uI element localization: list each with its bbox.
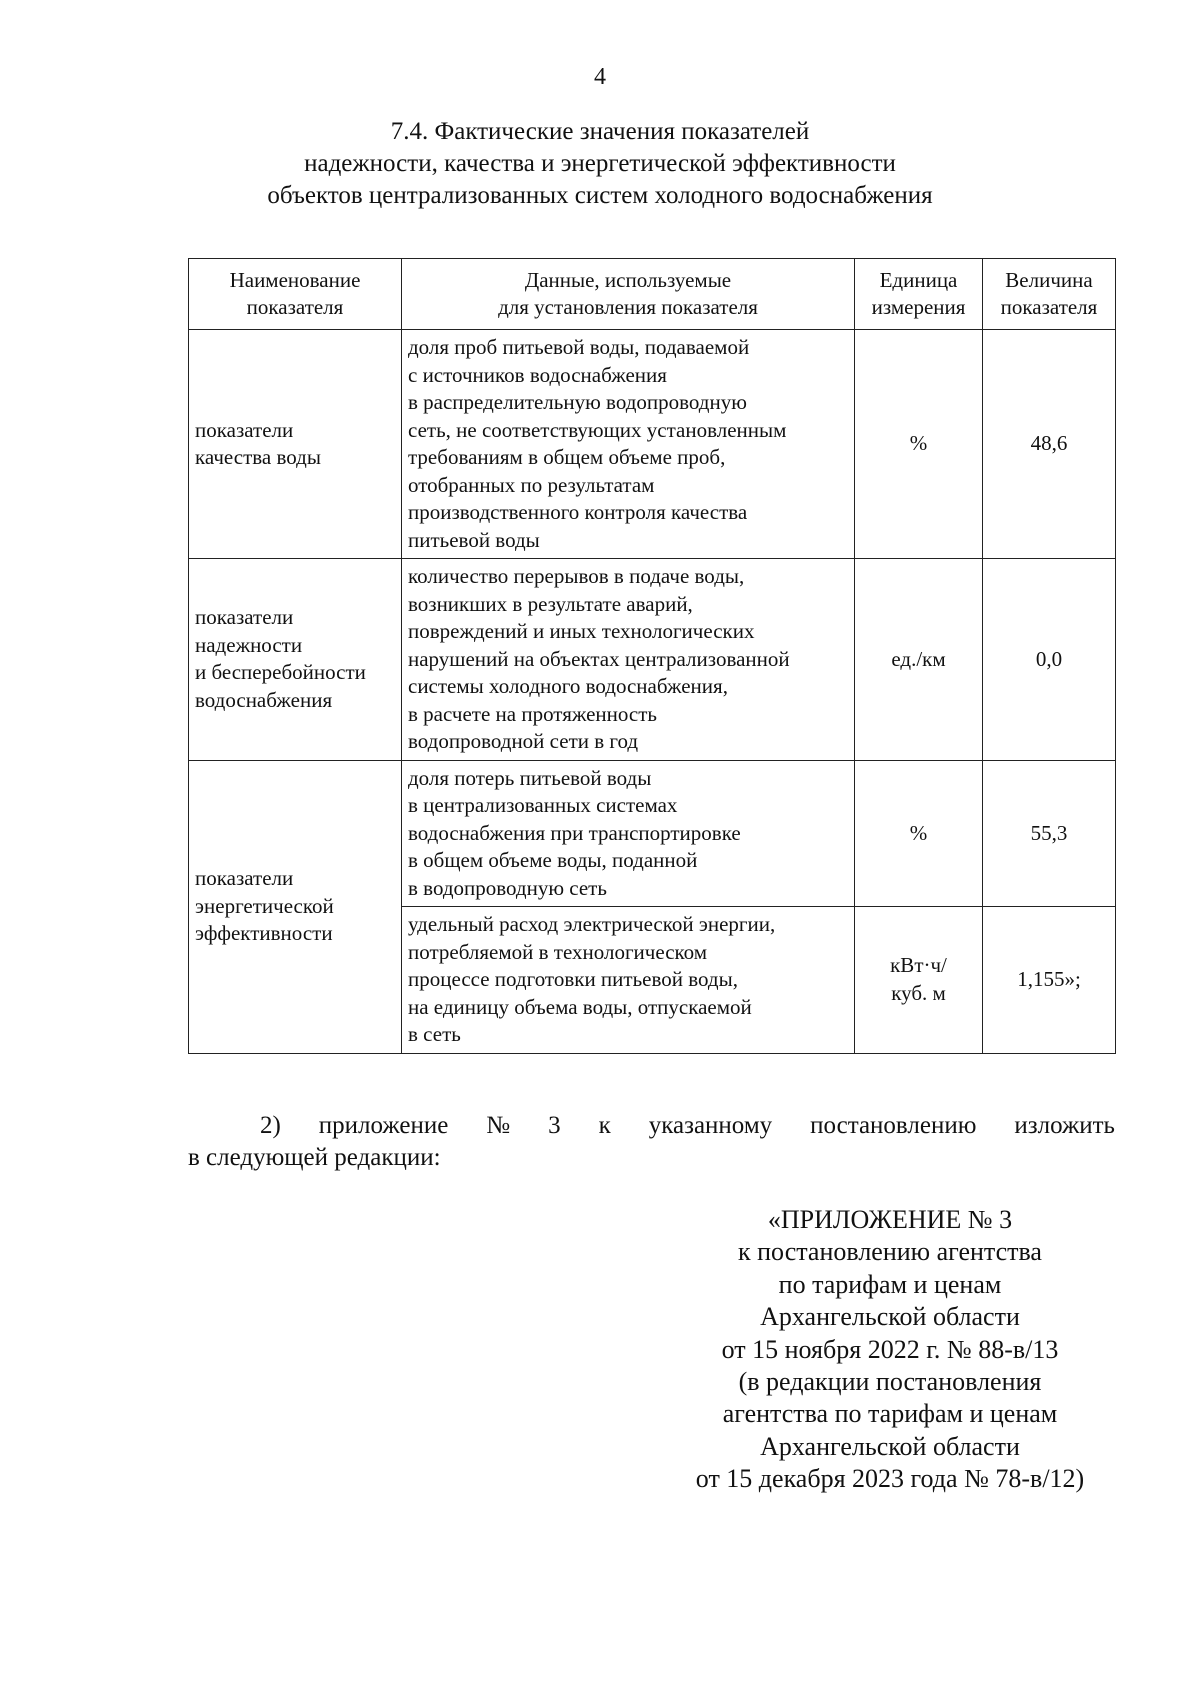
instruction-word: указанному <box>648 1112 773 1139</box>
indicator-data-cell <box>402 559 855 761</box>
cell-line: показатели <box>195 605 294 630</box>
value-cell: 48,6 <box>983 330 1116 559</box>
section-title-line: 7.4. Фактические значения показателей <box>390 118 810 145</box>
value-cell: 55,3 <box>983 760 1116 907</box>
table-header-row <box>189 259 1116 330</box>
section-title-line: надежности, качества и энергетической эффективности <box>304 150 896 177</box>
instruction-second-line: в следующей редакции: <box>188 1144 441 1171</box>
cell-line: показатели <box>195 417 294 442</box>
instruction-word: постановлению <box>810 1112 977 1139</box>
unit-cell <box>855 559 983 761</box>
cell-line: доля потерь питьевой воды <box>408 765 652 790</box>
cell-line: водопроводной сети в год <box>408 729 639 753</box>
cell-line: в расчете на протяженность <box>408 701 657 726</box>
cell-line: в распределительную водопроводную <box>408 390 747 414</box>
cell-line: повреждений и иных технологических <box>408 619 755 643</box>
table-row <box>189 559 1116 761</box>
unit-cell <box>855 760 983 907</box>
cell-line: на единицу объема воды, отпускаемой <box>408 994 752 1019</box>
table-row <box>189 330 1116 559</box>
header-name <box>189 259 402 330</box>
instruction-word: к <box>598 1112 611 1139</box>
cell-line: с источников водоснабжения <box>408 362 667 387</box>
cell-line: доля проб питьевой воды, подаваемой <box>408 335 750 359</box>
cell-line: удельный расход электрической энергии, <box>408 912 776 936</box>
cell-line: в водопроводную сеть <box>408 875 607 900</box>
cell-line: питьевой воды <box>408 527 540 552</box>
indicator-data-cell <box>402 907 855 1054</box>
cell-line: энергетической <box>195 893 334 918</box>
indicator-name-cell <box>189 760 402 1053</box>
appendix-line: от 15 ноября 2022 г. № 88-в/13 <box>721 1334 1059 1364</box>
cell-line: производственного контроля качества <box>408 500 748 524</box>
cell-line: эффективности <box>195 921 333 946</box>
header-line: показателя <box>1000 295 1098 319</box>
appendix-line: по тарифам и ценам <box>778 1269 1002 1299</box>
cell-line: кВт·ч/ <box>890 953 947 978</box>
section-title <box>150 116 1050 212</box>
instruction-word: 3 <box>548 1112 561 1139</box>
cell-line: сеть, не соответствующих установленным <box>408 417 787 442</box>
cell-line: % <box>909 431 928 456</box>
value-cell: 0,0 <box>983 559 1116 761</box>
table-row <box>189 760 1116 907</box>
cell-line: процессе подготовки питьевой воды, <box>408 967 738 991</box>
appendix-line: Архангельской области <box>760 1302 1020 1332</box>
cell-line: ед./км <box>891 646 946 671</box>
appendix-line: (в редакции постановления <box>738 1367 1042 1397</box>
cell-line: водоснабжения при транспортировке <box>408 820 741 845</box>
instruction-word: 2) <box>260 1112 281 1139</box>
cell-line: нарушений на объектах централизованной <box>408 646 790 671</box>
cell-line: водоснабжения <box>195 687 333 712</box>
appendix-line: от 15 декабря 2023 года № 78-в/12) <box>695 1464 1085 1494</box>
instruction-word: приложение <box>318 1112 449 1139</box>
instruction-first-line <box>188 1110 1115 1142</box>
unit-cell <box>855 907 983 1054</box>
header-data <box>402 259 855 330</box>
cell-line: возникших в результате аварий, <box>408 591 693 616</box>
header-unit <box>855 259 983 330</box>
header-line: Величина <box>1005 267 1093 292</box>
cell-line: куб. м <box>891 980 946 1005</box>
indicators-table <box>188 258 1116 1054</box>
appendix-heading <box>650 1204 1130 1496</box>
indicator-name-cell <box>189 559 402 761</box>
page-number: 4 <box>594 64 606 90</box>
appendix-line: «ПРИЛОЖЕНИЕ № 3 <box>767 1205 1013 1234</box>
instruction-paragraph <box>188 1110 1115 1174</box>
cell-line: и бесперебойности <box>195 660 366 685</box>
appendix-line: к постановлению агентства <box>738 1237 1042 1267</box>
cell-line: количество перерывов в подаче воды, <box>408 564 745 588</box>
header-line: измерения <box>871 295 966 319</box>
header-line: показателя <box>246 295 344 319</box>
unit-cell <box>855 330 983 559</box>
appendix-line: Архангельской области <box>760 1431 1020 1461</box>
cell-line: качества воды <box>195 445 321 469</box>
cell-line: потребляемой в технологическом <box>408 939 708 964</box>
cell-line: требованиям в общем объеме проб, <box>408 445 726 469</box>
section-title-line: объектов централизованных систем холодного водоснабжения <box>267 182 933 209</box>
indicator-name-cell <box>189 330 402 559</box>
instruction-word: № <box>486 1112 511 1139</box>
instruction-word: изложить <box>1014 1112 1115 1139</box>
cell-line: системы холодного водоснабжения, <box>408 674 728 698</box>
header-value <box>983 259 1116 330</box>
header-line: Наименование <box>229 267 361 292</box>
cell-line: показатели <box>195 866 294 891</box>
cell-line: отобранных по результатам <box>408 472 655 497</box>
cell-line: в общем объеме воды, поданной <box>408 848 698 872</box>
indicator-data-cell <box>402 330 855 559</box>
cell-line: в сеть <box>408 1022 461 1046</box>
cell-line: % <box>909 820 928 845</box>
appendix-line: агентства по тарифам и ценам <box>722 1399 1058 1429</box>
cell-line: надежности <box>195 632 303 657</box>
cell-line: в централизованных системах <box>408 793 678 817</box>
header-line: для установления показателя <box>498 295 758 319</box>
header-line: Данные, используемые <box>524 267 732 292</box>
header-line: Единица <box>879 267 958 292</box>
value-cell: 1,155»; <box>983 907 1116 1054</box>
indicator-data-cell <box>402 760 855 907</box>
